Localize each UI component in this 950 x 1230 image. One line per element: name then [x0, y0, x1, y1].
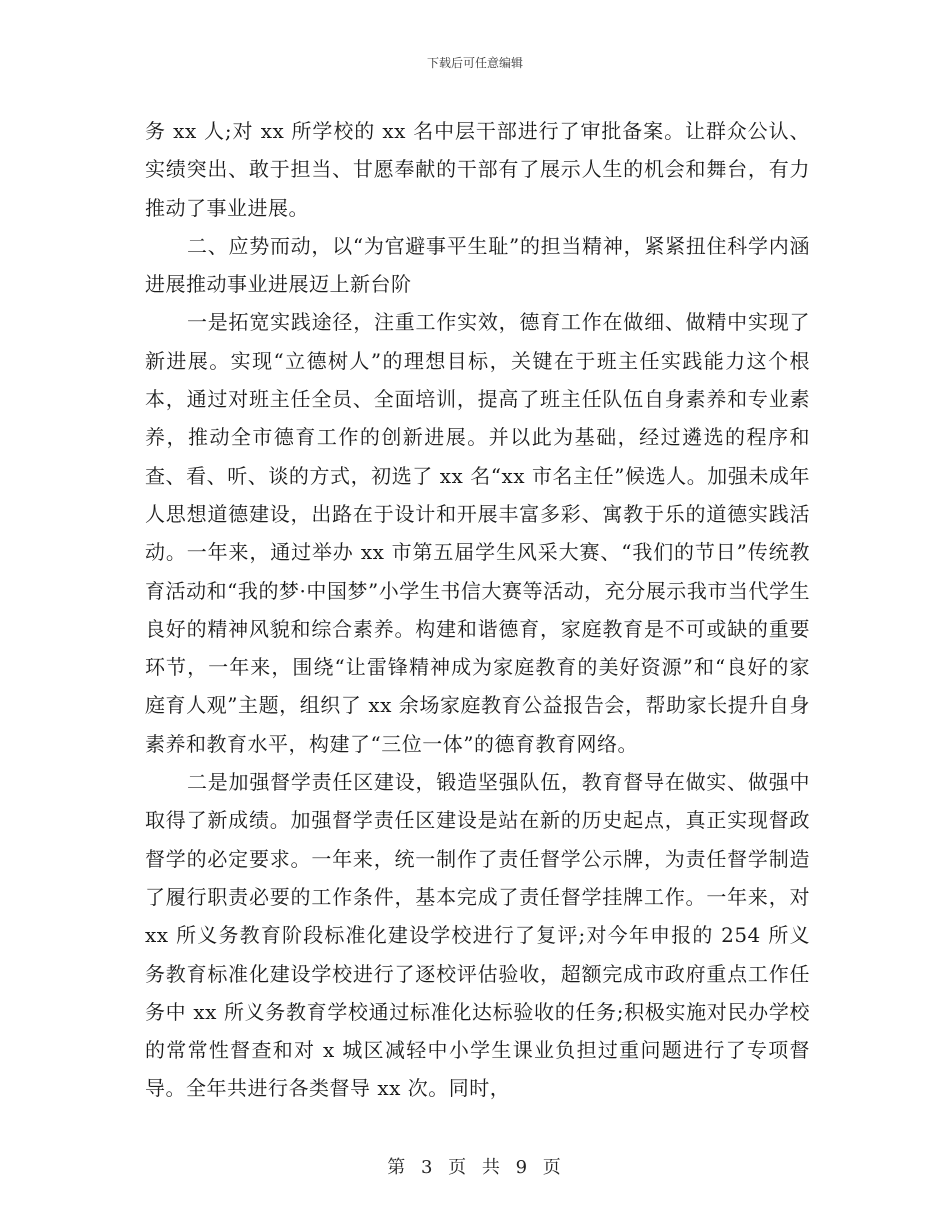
paragraph-continuation: 务 xx 人;对 xx 所学校的 xx 名中层干部进行了审批备案。让群众公认、实绩突出、敢于担当、甘愿奉献的干部有了展示人生的机会和舞台，有力推动了事业进展。 [145, 119, 810, 220]
paragraph-moral-education: 一是拓宽实践途径，注重工作实效，德育工作在做细、做精中实现了新进展。实现“立德树人”的理想目标，关键在于班主任实践能力这个根本，通过对班主任全员、全面培训，提高了班主任队伍自身素养和专业素养，推动全市德育工作的创新进展。并以此为基础，经过遴选的程序和查、看、听、谈的方式，初选了 xx 名“xx 市名主任”候选人。加强未成年人思想道德建设，出路在于设计和开展丰富多彩、寓教于乐的道德实践活动。一年来，通过举办 xx 市第五届学生风采大赛、“我们的节日”传统教育活动和“我的梦·中国梦”小学生书信大赛等活动，充分展示我市当代学生良好的精神风貌和综合素养。构建和谐德育，家庭教育是不可或缺的重要环节，一年来，围绕“让雷锋精神成为家庭教育的美好资源”和“良好的家庭育人观”主题，组织了 xx 余场家庭教育公益报告会，帮助家长提升自身素养和教育水平，构建了“三位一体”的德育教育网络。 [145, 310, 810, 756]
paragraph-supervision: 二是加强督学责任区建设，锻造坚强队伍，教育督导在做实、做强中取得了新成绩。加强督学责任区建设是站在新的历史起点，真正实现督政督学的必定要求。一年来，统一制作了责任督学公示牌，为责任督学制造了履行职责必要的工作条件，基本完成了责任督学挂牌工作。一年来，对 xx 所义务教育阶段标准化建设学校进行了复评;对今年申报的 254 所义务教育标准化建设学校进行了逐校评估验收，超额完成市政府重点工作任务中 xx 所义务教育学校通过标准化达标验收的任务;积极实施对民办学校的常常性督查和对 x 城区减轻中小学生课业负担过重问题进行了专项督导。全年共进行各类督导 xx 次。同时， [145, 770, 810, 1101]
document-body [145, 112, 810, 1108]
page-header-note: 下载后可任意编辑 [426, 56, 523, 70]
paragraph-section-heading: 二、应势而动，以“为官避事平生耻”的担当精神，紧紧扭住科学内涵进展推动事业进展迈上新台阶 [145, 233, 810, 297]
page-number: 第 3 页 共 9 页 [387, 1157, 563, 1178]
